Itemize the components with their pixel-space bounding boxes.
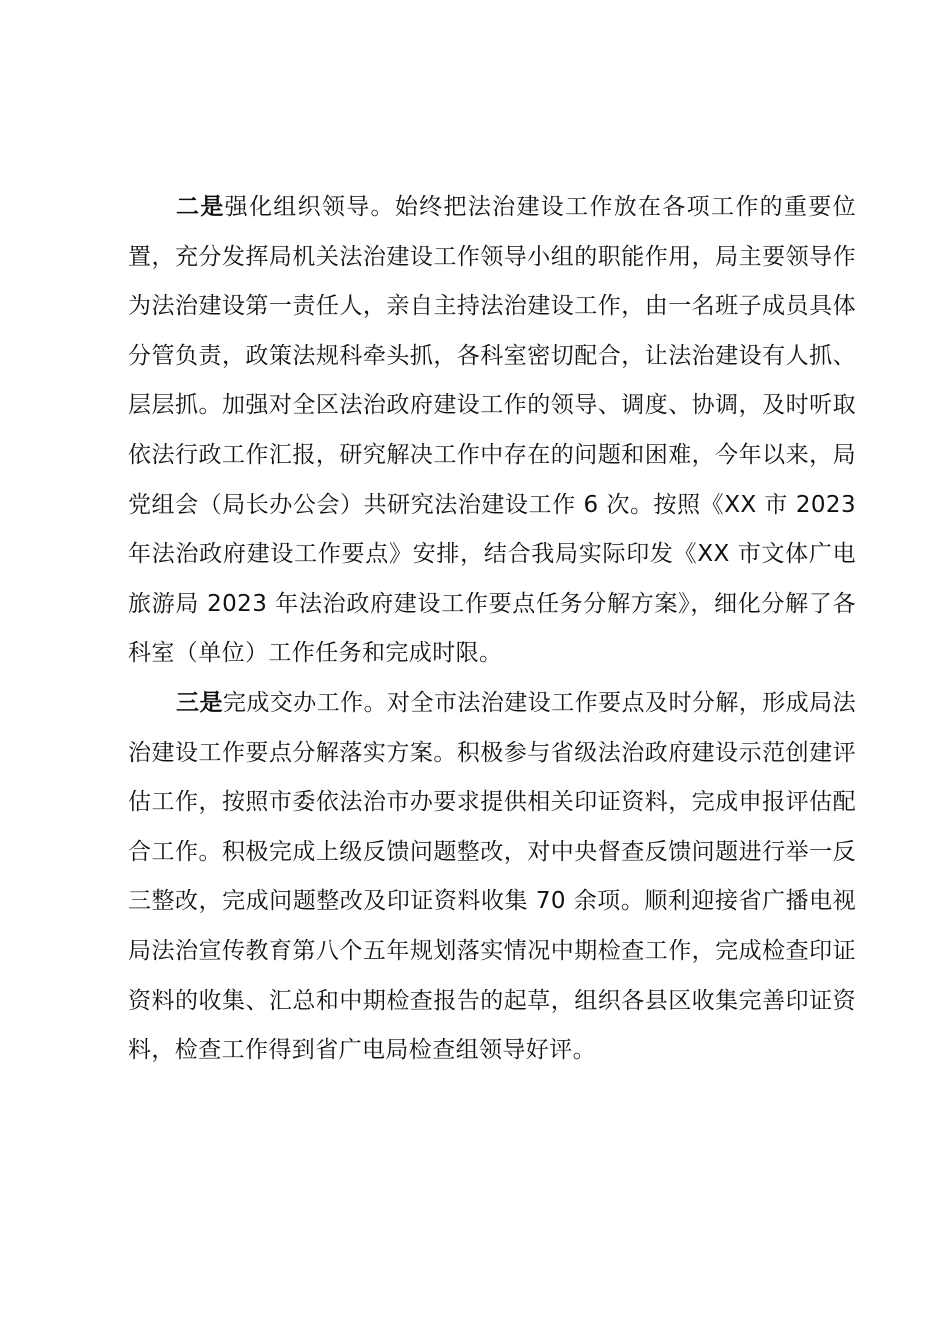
paragraph-text: 完成交办工作。对全市法治建设工作要点及时分解，形成局法治建设工作要点分解落实方案。积极参与省级法治政府建设示范创建评估工作，按照市委依法治市办要求提供相关印证资料，完成申报评估配合工作。积极完成上级反馈问题整改，对中央督查反馈问题进行举一反三整改，完成问题整改及印证资料收集 70 余项。顺利迎接省广播电视局法治宣传教育第八个五年规划落实情况中期检查工作，完成检查印证资料的收集、汇总和中期检查报告的起草，组织各县区收集完善印证资料，检查工作得到省广电局检查组领导好评。	[128, 689, 856, 1064]
paragraph-lead: 二是	[176, 194, 225, 220]
paragraph-text: 强化组织领导。始终把法治建设工作放在各项工作的重要位置，充分发挥局机关法治建设工作领导小组的职能作用，局主要领导作为法治建设第一责任人，亲自主持法治建设工作，由一名班子成员具体分管负责，政策法规科牵头抓，各科室密切配合，让法治建设有人抓、层层抓。加强对全区法治政府建设工作的领导、调度、协调，及时听取依法行政工作汇报，研究解决工作中存在的问题和困难，今年以来，局党组会（局长办公会）共研究法治建设工作 6 次。按照《XX 市 2023 年法治政府建设工作要点》安排，结合我局实际印发《XX 市文体广电旅游局 2023 年法治政府建设工作要点任务分解方案》，细化分解了各科室（单位）工作任务和完成时限。	[128, 194, 856, 667]
document-body	[128, 183, 856, 1076]
paragraph-complete-assigned-work	[128, 679, 856, 1076]
paragraph-lead: 三是	[176, 689, 223, 716]
paragraph-strengthen-leadership	[128, 183, 856, 679]
